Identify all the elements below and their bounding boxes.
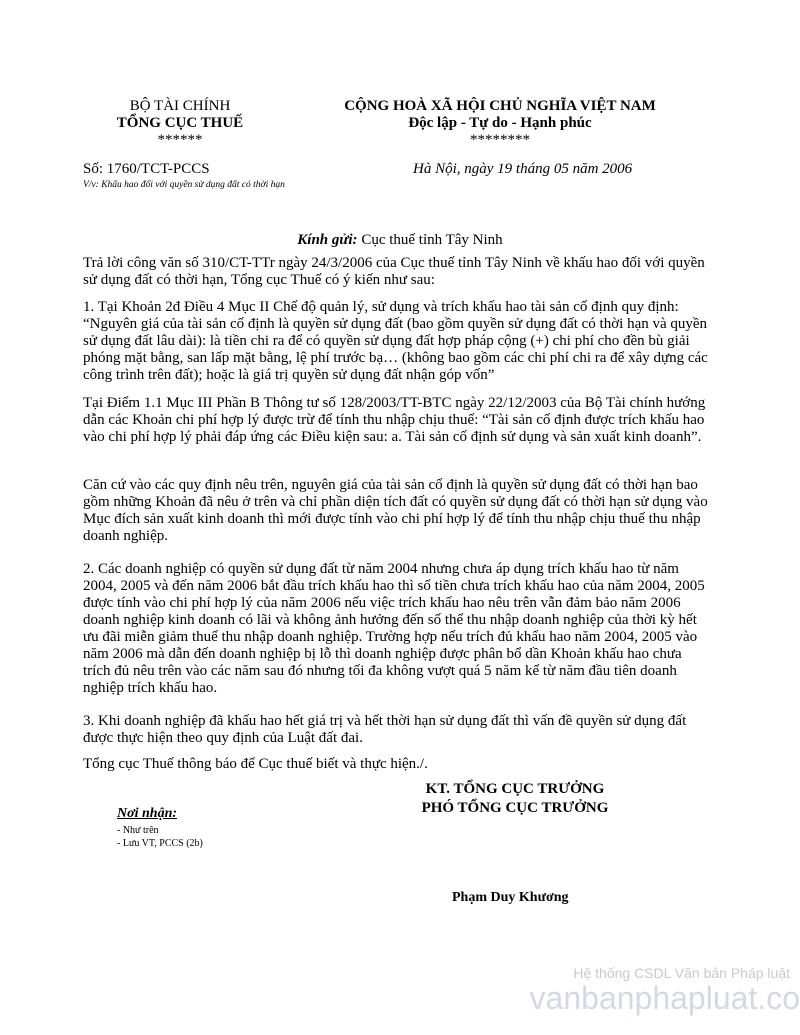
watermark-caption: Hệ thống CSDL Văn bản Pháp luật <box>573 965 790 981</box>
recipient-label: Kính gửi: <box>297 232 358 248</box>
issuing-agency-block <box>100 98 260 149</box>
signer-name: Phạm Duy Khương <box>452 890 569 905</box>
nation-name: CỘNG HOÀ XÃ HỘI CHỦ NGHĨA VIỆT NAM <box>344 98 656 114</box>
national-header-block <box>300 98 700 149</box>
signature-title-2: PHÓ TỔNG CỤC TRƯỞNG <box>421 800 609 816</box>
paragraph-1: 1. Tại Khoản 2đ Điều 4 Mục II Chế độ quản lý, sử dụng và trích khấu hao tài sản cố định quy định: “Nguyên giá của tài sản cố định là quyền sử dụng đất (bao gồm quyền sử dụng đất có thời hạn và quyền sử dụng đất lâu dài): là tiền chi ra để có quyền sử dụng đất hợp pháp cộng (+) chi phí cho đền bù giải phóng mặt bằng, san lấp mặt bằng, lệ phí trước bạ… (không bao gồm các chi phí chi ra để xây dựng các công trình trên đất); hoặc là giá trị quyền sử dụng đất nhận góp vốn” <box>83 299 708 383</box>
document-number: Số: 1760/TCT-PCCS <box>83 161 210 177</box>
document-date: Hà Nội, ngày 19 tháng 05 năm 2006 <box>413 161 633 177</box>
right-stars: ******** <box>470 132 530 148</box>
signature-title-1: KT. TỔNG CỤC TRƯỞNG <box>425 781 605 797</box>
recipient-item: - Như trên <box>117 825 159 836</box>
intro-paragraph: Trả lời công văn số 310/CT-TTr ngày 24/3/2006 của Cục thuế tỉnh Tây Ninh về khấu hao đối với quyền sử dụng đất có thời hạn, Tổng cục Thuế có ý kiến như sau: <box>83 255 705 288</box>
paragraph-2: Tại Điểm 1.1 Mục III Phần B Thông tư số 128/2003/TT-BTC ngày 22/12/2003 của Bộ Tài chính hướng dẫn các Khoản chi phí hợp lý được trừ để tính thu nhập chịu thuế: “Tài sản cố định được trích khấu hao vào chi phí hợp lý phải đáp ứng các Điều kiện sau: a. Tài sản cố định sử dụng và sản xuất kinh doanh”. <box>83 395 706 445</box>
left-stars: ****** <box>157 132 203 148</box>
document-subject: V/v: Khấu hao đối với quyền sử dụng đất có thời hạn <box>83 180 285 190</box>
recipients-label: Nơi nhận: <box>117 806 178 821</box>
recipient-item: - Lưu VT, PCCS (2b) <box>117 838 203 849</box>
paragraph-3: Căn cứ vào các quy định nêu trên, nguyên giá của tài sản cố định là quyền sử dụng đất có thời hạn bao gồm những Khoản đã nêu ở trên và chỉ phần diện tích đất có quyền sử dụng đất có thời hạn sử dụng vào Mục đích sản xuất kinh doanh thì mới được tính vào chi phí hợp lý để tính thu nhập chịu thuế thu nhập doanh nghiệp. <box>83 477 708 544</box>
recipient-name: Cục thuế tỉnh Tây Ninh <box>361 232 503 248</box>
recipient-line <box>0 232 800 249</box>
watermark-site: vanbanphapluat.co <box>529 980 800 1016</box>
closing-paragraph: Tổng cục Thuế thông báo để Cục thuế biết và thực hiện./. <box>83 756 428 772</box>
recipients-list <box>117 824 203 850</box>
signature-block <box>395 780 635 818</box>
ministry-name: BỘ TÀI CHÍNH <box>129 98 231 114</box>
motto: Độc lập - Tự do - Hạnh phúc <box>408 115 592 131</box>
department-name: TỔNG CỤC THUẾ <box>116 115 244 131</box>
paragraph-4: 2. Các doanh nghiệp có quyền sử dụng đất từ năm 2004 nhưng chưa áp dụng trích khấu hao từ năm 2004, 2005 và đến năm 2006 bắt đầu trích khấu hao thì số tiền chưa trích khấu hao của năm 2004, 2005 được tính vào chi phí hợp lý của năm 2006 nếu việc trích khấu hao nêu trên vẫn đảm bảo năm 2006 doanh nghiệp kinh doanh có lãi và không ảnh hưởng đến số thể thu nhập doanh nghiệp của thời kỳ hết ưu đãi miễn giảm thuế thu nhập doanh nghiệp. Trường hợp nếu trích đủ khấu hao năm 2004, 2005 vào năm 2006 mà dẫn đến doanh nghiệp bị lỗ thì doanh nghiệp được phân bổ dần Khoản khấu hao chưa trích đủ nêu trên vào các năm sau đó nhưng tối đa không vượt quá 5 năm kể từ năm đầu tiên doanh nghiệp trích khấu hao. <box>83 561 705 696</box>
paragraph-5: 3. Khi doanh nghiệp đã khấu hao hết giá trị và hết thời hạn sử dụng đất thì vấn đề quyền sử dụng đất được thực hiện theo quy định của Luật đất đai. <box>83 713 687 746</box>
